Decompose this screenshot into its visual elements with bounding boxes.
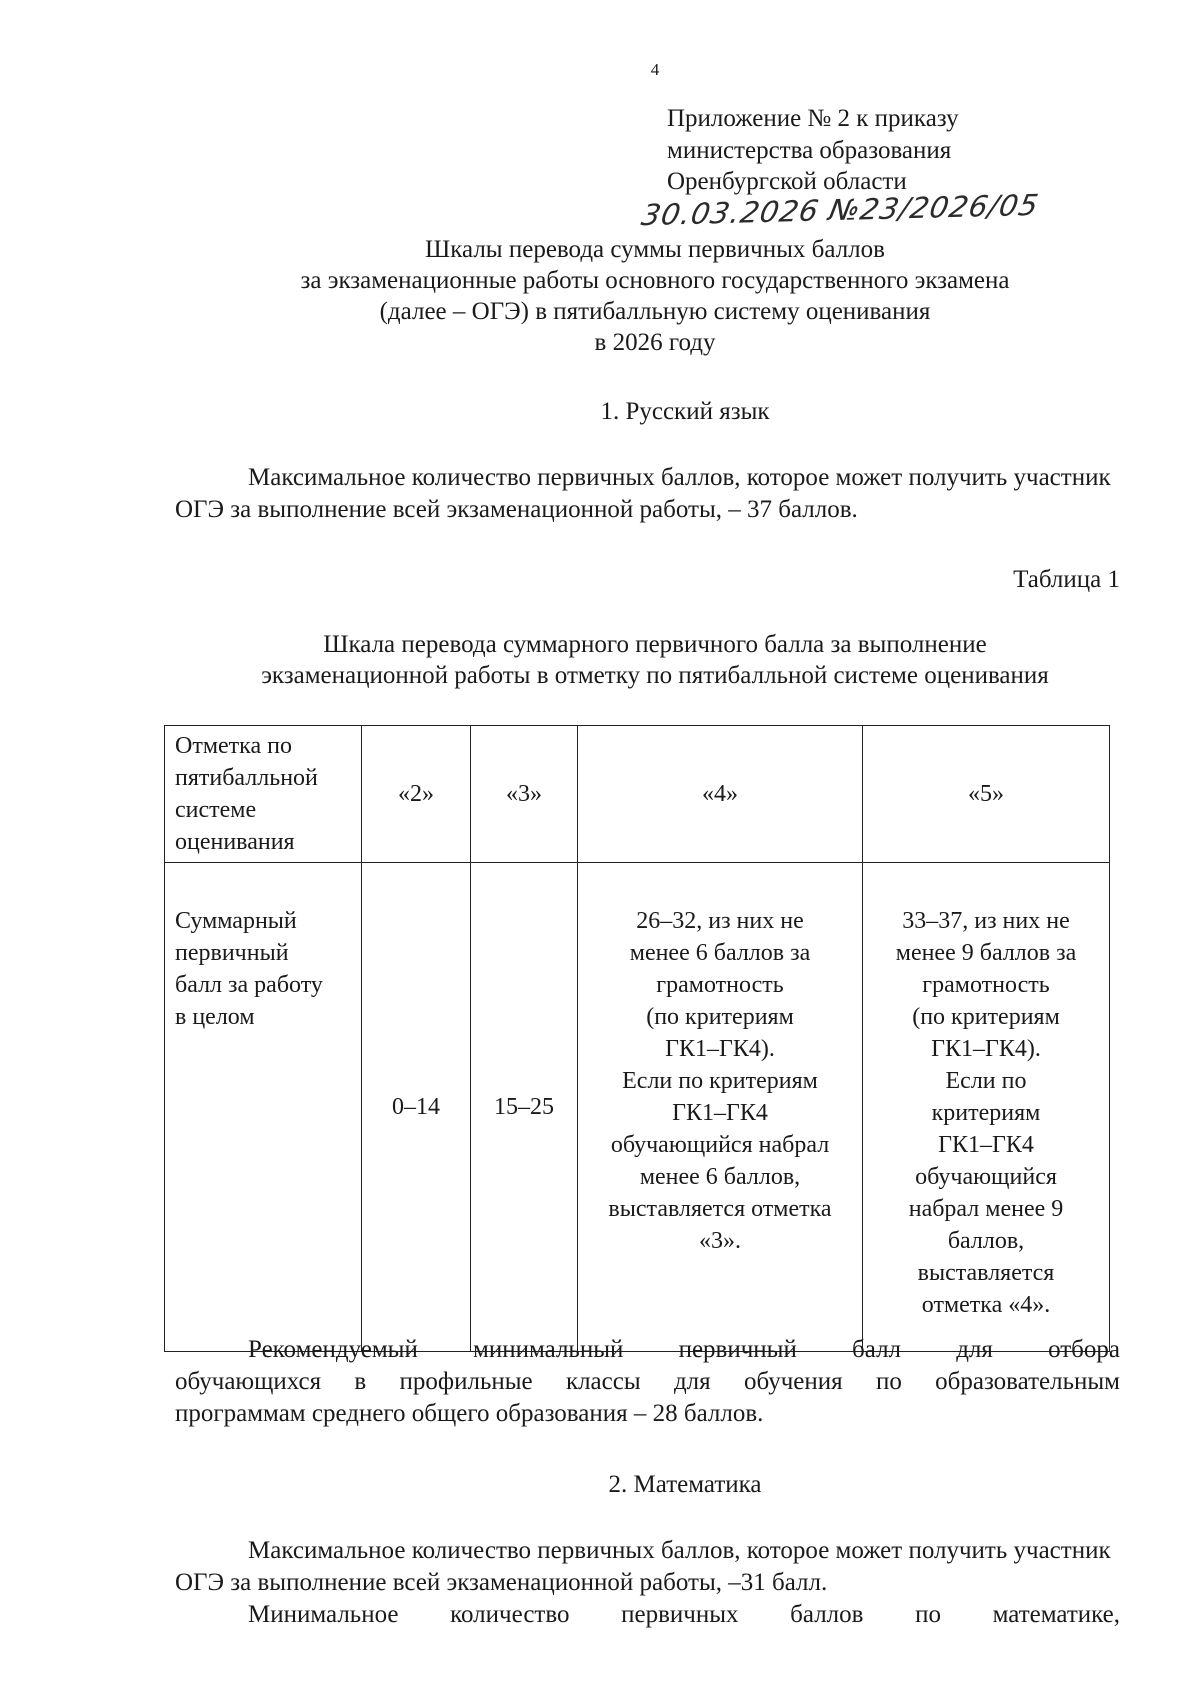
title-line-3: (далее – ОГЭ) в пятибалльную систему оценивания [379,298,931,325]
grade-4-header: «4» [578,726,863,863]
table-title [0,629,1200,691]
appendix-line-2: министерства образования [667,136,952,164]
title-line-2: за экзаменационные работы основного государственного экзамена [300,267,1010,294]
score-grade-2: 0–14 [362,863,471,1352]
score-grade-5: 33–37, из них не менее 9 баллов за грамотность (по критериям ГК1–ГК4). Если по критериям ГК1–ГК4 обучающийся набрал менее 9 баллов, выставляется отметка «4». [863,863,1110,1352]
table-header-row [165,726,1110,863]
page-number: 4 [650,60,660,79]
section-1-max-score: Максимальное количество первичных баллов, которое может получить участник ОГЭ за выполнение всей экзаменационной работы, – 37 баллов. [175,464,1111,523]
grade-3-header: «3» [471,726,578,863]
section-2-heading: 2. Математика [608,1471,762,1498]
table-title-line-2: экзаменационной работы в отметку по пятибалльной системе оценивания [261,662,1049,689]
table-label: Таблица 1 [1013,566,1120,593]
appendix-header [667,103,959,198]
section-2-min-score: Минимальное количество первичных баллов по математике, [248,1601,1120,1628]
score-grade-4: 26–32, из них не менее 6 баллов за грамотность (по критериям ГК1–ГК4). Если по критериям ГК1–ГК4 обучающийся набрал менее 6 баллов, выставляется отметка «3». [578,863,863,1352]
score-grade-3: 15–25 [471,863,578,1352]
recommended-line-3: программам среднего общего образования – 28 баллов. [175,1400,764,1427]
table-score-row [165,863,1110,1352]
handwritten-date-number: 30.03.2026 №23/2026/05 [638,187,1042,233]
recommended-line-1: Рекомендуемый минимальный первичный балл для отбора [248,1336,1120,1363]
recommended-line-2: обучающихся в профильные классы для обучения по образовательным [175,1368,1120,1395]
section-2-max-score: Максимальное количество первичных баллов, которое может получить участник ОГЭ за выполнение всей экзаменационной работы, –31 балл. [175,1537,1111,1596]
recommended-min-score [175,1334,1120,1430]
grade-5-header: «5» [863,726,1110,863]
row-label-cell: Суммарный первичный балл за работу в целом [165,863,362,1352]
title-line-4: в 2026 году [594,329,716,356]
grade-2-header: «2» [362,726,471,863]
table-title-line-1: Шкала перевода суммарного первичного балла за выполнение [323,631,987,658]
grade-scale-table [164,725,1110,1352]
title-line-1: Шкалы перевода суммы первичных баллов [425,236,885,263]
header-label-cell: Отметка по пятибалльной системе оценивания [165,726,362,863]
appendix-line-3: Оренбургской области [667,168,907,195]
appendix-line-1: Приложение № 2 к приказу [667,105,959,132]
document-title [0,234,1200,358]
section-1-heading: 1. Русский язык [600,398,770,425]
